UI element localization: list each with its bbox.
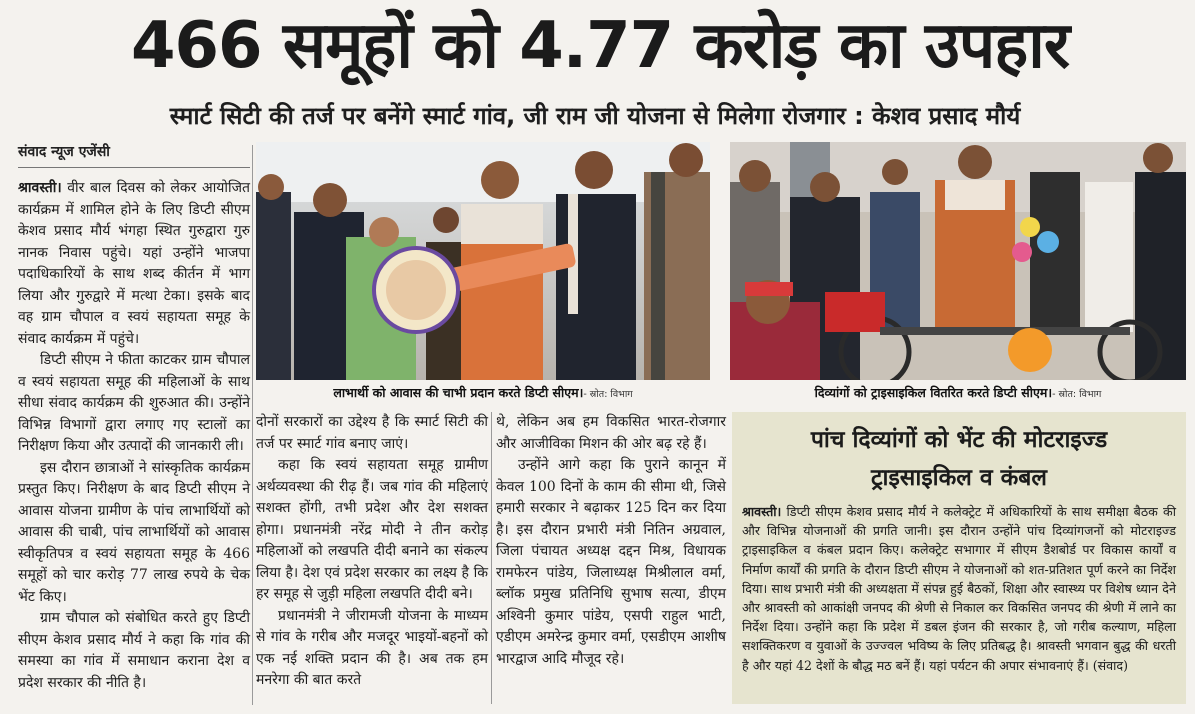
- subheadline: स्मार्ट सिटी की तर्ज पर बनेंगे स्मार्ट गांव, जी राम जी योजना से मिलेगा रोजगार : केशव प्रसाद मौर्य: [169, 102, 1021, 130]
- article-paragraph: श्रावस्ती। वीर बाल दिवस को लेकर आयोजित कार्यक्रम में शामिल होने के लिए डिप्टी सीएम केशव प्रसाद मौर्य भंगहा स्थित गुरुद्वारा गुरु नानक निवास पहुंचे। यहां उन्होंने भाजपा पदाधिकारियों के साथ शब्द कीर्तन में भाग लिया और गुरुद्वारे में मत्था टेका। इसके बाद वह ग्राम चौपाल व स्वयं सहायता समूह के संवाद कार्यक्रम में पहुंचे।: [18, 180, 250, 347]
- article-paragraph: डिप्टी सीएम ने फीता काटकर ग्राम चौपाल व स्वयं सहायता समूह की महिलाओं के साथ सीधा संवाद कार्यक्रम की शुरुआत की। उन्होंने विभिन्न विभागों द्वारा लगाए गए स्टालों का निरीक्षण किया और उत्पादों की जानकारी ली।: [18, 352, 250, 454]
- article-paragraph: प्रधानमंत्री ने जीरामजी योजना के माध्यम से गांव के गरीब और मजदूर भाइयों-बहनों को एक नई शक्ति प्रदान की है। अब तक हम मनरेगा की बात करते: [256, 607, 488, 688]
- article-paragraph: थे, लेकिन अब हम विकसित भारत-रोजगार और आजीविका मिशन की ओर बढ़ रहे हैं।: [496, 414, 726, 452]
- photo-key-handover-image: [256, 142, 710, 380]
- photo-tricycle-distribution: [730, 142, 1186, 380]
- photo-key-handover: [256, 142, 710, 380]
- dateline-place: श्रावस्ती।: [742, 504, 782, 519]
- article-column-1: [18, 178, 250, 694]
- article-column-2: [256, 412, 488, 692]
- article-column-3: [496, 412, 726, 670]
- photo-caption-left: लाभार्थी को आवास की चाभी प्रदान करते डिप्टी सीएम।- स्रोत: विभाग: [333, 385, 633, 400]
- column-divider: [252, 145, 253, 705]
- photo-tricycle-image: [730, 142, 1186, 380]
- photo-caption-right: दिव्यांगों को ट्राइसाइकिल वितरित करते डिप्टी सीएम।- स्रोत: विभाग: [814, 385, 1102, 400]
- sidebar-title: ट्राइसाइकिल व कंबल: [870, 465, 1048, 491]
- article-paragraph: ग्राम चौपाल को संबोधित करते हुए डिप्टी सीएम केशव प्रसाद मौर्य ने कहा कि गांव की समस्या का गांव में समाधान कराना देश व प्रदेश सरकार की नीति है।: [18, 610, 250, 691]
- article-paragraph: उन्होंने आगे कहा कि पुराने कानून में केवल 100 दिनों के काम की सीमा थी, जिसे हमारी सरकार ने बढ़ाकर 125 दिन कर दिया है। इस दौरान प्रभारी मंत्री नितिन अग्रवाल, जिला पंचायत अध्यक्ष दद्दन मिश्र, विधायक रामफेरन पांडेय, जिलाध्यक्ष मिश्रीलाल वर्मा, ब्लॉक प्रमुख प्रतिनिधि सुभाष सत्या, डीएम अश्विनी कुमार पांडेय, एसपी राहुल भाटी, एडीएम अमरेन्द्र कुमार वर्मा, एसडीएम आशीष भारद्वाज आदि मौजूद रहे।: [496, 457, 726, 667]
- column-divider: [491, 412, 492, 704]
- article-paragraph: कहा कि स्वयं सहायता समूह ग्रामीण अर्थव्यवस्था की रीढ़ हैं। जब गांव की महिलाएं सशक्त होंगी, तभी प्रदेश और देश सशक्त होगा। प्रधानमंत्री नरेंद्र मोदी ने तीन करोड़ महिलाओं को लखपति दीदी बनाने का संकल्प लिया है। देश एवं प्रदेश सरकार का लक्ष्य है कि हर समूह से जुड़ी महिला लखपति दीदी बने।: [256, 457, 488, 602]
- headline: 466 समूहों को 4.77 करोड़ का उपहार: [130, 9, 1070, 83]
- article-paragraph: दोनों सरकारों का उद्देश्य है कि स्मार्ट सिटी की तर्ज पर स्मार्ट गांव बनाए जाएं।: [256, 414, 488, 452]
- sidebar-body: श्रावस्ती। डिप्टी सीएम केशव प्रसाद मौर्य ने कलेक्ट्रेट में अधिकारियों के साथ समीक्षा बैठक की और विभिन्न योजनाओं की प्रगति जानी। इस दौरान उन्होंने पांच दिव्यांगजनों को मोटराइज्ड ट्राइसाइकिल व कंबल प्रदान किए। कलेक्ट्रेट सभागार में सीएम डैशबोर्ड पर विकास कार्यों व निर्माण कार्यों की प्रगति के दौरान डिप्टी सीएम ने योजनाओं को शत-प्रतिशत पूर्ण करने का निर्देश दिया। साथ प्रभारी मंत्री की अध्यक्षता में संपन्न हुई बैठकों, शिक्षा और स्वास्थ्य पर विशेष ध्यान देने और श्रावस्ती को आकांक्षी जनपद की श्रेणी से निकाल कर विकसित जनपद की श्रेणी में लाने का निर्देश दिया। उन्होंने कहा कि प्रदेश में डबल इंजन की सरकार है, जो गरीब कल्याण, महिला सशक्तिकरण व युवाओं के उज्ज्वल भविष्य के लिए प्रतिबद्ध है। श्रावस्ती भगवान बुद्ध की धरती है और यहां 42 देशों के बौद्ध मठ बनें हैं। यहां पर्यटन की अपार संभावनाएं हैं। (संवाद): [742, 504, 1176, 673]
- sidebar-title: पांच दिव्यांगों को भेंट की मोटराइज्ड: [810, 427, 1108, 453]
- byline: संवाद न्यूज एजेंसी: [18, 143, 250, 168]
- article-paragraph: इस दौरान छात्राओं ने सांस्कृतिक कार्यक्रम प्रस्तुत किए। निरीक्षण के बाद डिप्टी सीएम ने आवास योजना ग्रामीण के पांच लाभार्थियों को आवास की चाबी, पांच लाभार्थियों को आवास स्वीकृतिपत्र व स्वयं सहायता समूह के 466 समूहों को चार करोड़ 77 लाख रुपये के चेक भेंट किए।: [18, 459, 250, 605]
- sidebar-story: [732, 412, 1186, 704]
- dateline-place: श्रावस्ती।: [18, 180, 62, 196]
